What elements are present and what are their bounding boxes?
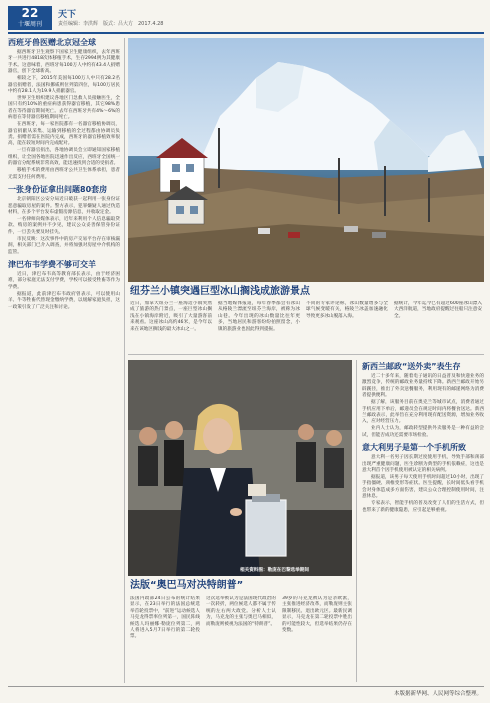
iceberg-col: 不同的专家评论称，冰山数量增多与全球气候变暖有关，格陵兰冰盖加速融化导致更多冰山脱落入海。 (306, 301, 388, 319)
photo-caption: 相关资料图：勒庞在巴黎选举期间 (240, 568, 309, 573)
spain-headline: 西班牙兽医赠北京冠全球 (8, 38, 96, 47)
france-photo (128, 360, 352, 576)
left-column (8, 38, 120, 678)
spain-body (8, 50, 120, 181)
shape-body (362, 455, 484, 514)
masthead-rule (8, 32, 484, 34)
uk-para: 近日，津巴布韦高等教育部长表示，由于经济困难，部分家庭无法支付学费，学校可以接受牲畜等作为学费。 (8, 271, 120, 290)
spain-para: 一旦有器官捐出，各地协调员会立即通知国家移植组织，让全国各地医院迅速作出反应，西班牙全国统一的器官分配系统非常高效，能迅速找到合适的受捐者。 (8, 148, 120, 167)
france-text (130, 596, 354, 684)
id-body (8, 197, 120, 256)
section-name: 天下 (58, 10, 77, 20)
masthead-meta: 责任编辑：李洪辉 版式：吕大方 2017.4.28 (58, 21, 164, 27)
tunnel-para: 近二十多年来，随着电子通讯的日益普及和快递业务的激烈竞争，传统的邮政业务量持续下降。新西兰邮政开始另辟蹊径，推出了外卖送餐服务，利用现有的邮递网络为消费者提供便利。 (362, 374, 484, 399)
footer-rule (8, 686, 484, 687)
tunnel-headline: 新西兰邮政“送外卖”表生存 (362, 362, 461, 371)
france-col: 这次选举被认为是法国现代政治的一次转折，两位候选人都不属于传统的左右两大政党。分析人士认为，马克龙的主张与奥巴马相似，而勒庞则被视为法国的“特朗普”。 (206, 596, 276, 627)
iceberg-headline: 纽芬兰小镇突遇巨型冰山搁浅成旅游景点 (130, 286, 310, 297)
iceberg-col: 近日，加拿大纽芬兰一座海边小镇突然成了旅游的热门景点，一座巨型冰山搁浅在小镇海岸附近，吸引了大量游客前来观看。这座冰山高约46米，是今年以来在该地区搁浅的最大冰山之一。 (130, 301, 212, 332)
id-para: 北京朝阳区公安分局近日破获一起利用一张身份证恶意骗取房屋的案件。警方表示，犯罪嫌疑人通过伪造材料，在多个平台发布虚假房源信息，并收取定金。 (8, 197, 120, 215)
right-divider (356, 360, 357, 682)
france-headline: 法版“奥巴马对决特朗普” (130, 580, 244, 591)
masthead (8, 6, 484, 30)
id-para: 一名律师向媒体表示，近年来利用个人信息骗取贷款、购房的案例并不少见，建议公众妥善保管身份证件，一旦丢失要及时挂失。 (8, 216, 120, 235)
id-para: 市民反映：这次事件中的房产交易平台存在审核漏洞，相关部门已介入调查，并将加强对房屋中介机构的监管。 (8, 236, 120, 255)
iceberg-rule (128, 354, 484, 355)
column-divider (124, 38, 125, 683)
shape-para: 据报道，该男子每天使用手机时间超过10小时，出现了手指僵硬、颈椎变形等症状。医生提醒，长时间低头看手机会对身体造成多方面伤害，建议公众合理控制使用时间，注意休息。 (362, 475, 484, 500)
shape-para: 专家表示，智能手机的普及改变了人们的生活方式，但也带来了新的健康隐患，应引起足够重视。 (362, 501, 484, 513)
tunnel-para: 业内人士认为，邮政转型提供外卖服务是一种有益的尝试，但能否成功还需要市场检验。 (362, 426, 484, 438)
uk-para: 据报道，此前津巴布韦政府曾表示，可以使用山羊、牛等牲畜代替现金缴纳学费，以缓解家庭负担，这一政策引发了广泛关注和讨论。 (8, 291, 120, 310)
page-number: 22 (21, 6, 39, 20)
spain-para: 在西班牙，每一家医院都有一名器官移植协调员，器官捐献从采集、运输到移植的全过程都由协调员负责。捐赠者需在医院内完成，西班牙的器官移植效率很高，能在较短时间内完成配对。 (8, 122, 120, 147)
uk-headline: 津巴布韦学费不够可交羊 (8, 259, 96, 269)
spain-para: 世界卫生组织建议各地区门急救人员接触医生，全国只有约10%的重症病患获得器官移植，其它98%患者在等待器官期间死亡。去年在西班牙共有4%～6%的病患在等待器官移植期间死亡。 (8, 96, 120, 121)
page-number-block (8, 6, 52, 30)
iceberg-photo (128, 38, 484, 282)
france-col: 39岁的马克龙被认为是亲欧派，主张推进经济改革，而勒庞则主张限制移民、退出欧元区。最新民调显示，马克龙在第二轮投票中胜出的可能性较大，但选举结果仍存在变数。 (282, 596, 352, 634)
tunnel-para: 据了解，该服务目前在奥克兰等城市试点，消费者通过手机应用下单后，邮递员会在规定时间内将餐食送达。新西兰邮政表示，此举旨在充分利用现有配送资源，增加业务收入，应对经营压力。 (362, 400, 484, 425)
iceberg-text (130, 301, 484, 351)
spain-para: 移植手术的费用由西班牙公共卫生体系承担，患者无需支付任何费用。 (8, 168, 120, 180)
right-column (362, 362, 484, 678)
iceberg-col: 据统计，今年迄今已有超过600座冰山漂入大西洋航道，当地政府提醒过往船只注意安全。 (394, 301, 482, 319)
page-tag: 十堰周刊 (17, 21, 42, 28)
iceberg-col: 据当地媒体报道，每年春季都会有冰山从格陵兰漂流至纽芬兰海岸，被称为冰山巷。今年出现的冰山数量比往年更多，当地居民和游客纷纷拍照留念，小镇的旅游业也因此得到提振。 (218, 301, 300, 332)
footer-source: 本版据新华网、人民网等综合整理。 (393, 691, 482, 697)
id-headline: 一张身份证拿出问题80套房 (8, 185, 108, 195)
shape-para: 意大利一名男子因长期过度使用手机，导致手部和颈部出现严重健康问题，医生诊断为典型的手机依赖症，这也是意大利首个因手机使用被认定的相关病例。 (362, 455, 484, 474)
shape-headline: 意大利男子是第一个手机所致 (362, 443, 466, 453)
tunnel-body (362, 374, 484, 439)
spain-para: 相较之下，2015年美国每100万人中只有28.2名器官捐赠者，法国和挪威则位列第四位，每100万居民中约有28.1人为19.9人捐献器官。 (8, 76, 120, 95)
france-col: 法国内政部24日公布的统计结果显示，在23日举行的法国总统选举首轮投票中，“前进”运动候选人马克龙得票率位列第一，国民阵线候选人玛丽娜·勒庞位列第二，两人将进入5月7日举行的第二轮投票。 (130, 596, 200, 640)
spain-para: 据西班牙卫生观察下国家卫生健康组织，去年西班牙一共进行4818次体移植手术，生存2994例为其健康手术。这意味着，西班牙每100万人中约有43.4人捐赠器官，创下全球新高。 (8, 50, 120, 75)
uk-body (8, 272, 120, 311)
